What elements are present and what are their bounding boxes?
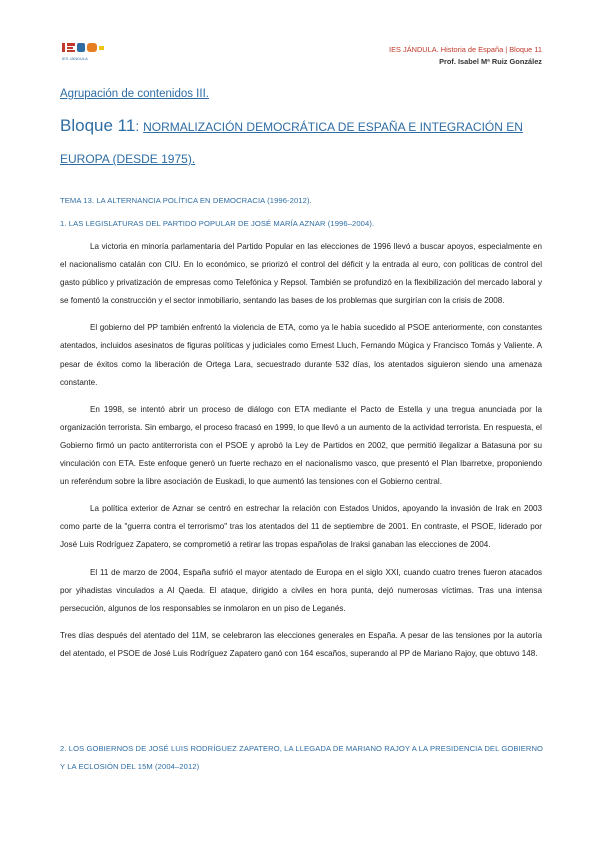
block-title bbox=[60, 110, 545, 175]
section-1-heading: 1. LAS LEGISLATURAS DEL PARTIDO POPULAR DE JOSÉ MARÍA AZNAR (1996–2004). bbox=[60, 219, 375, 228]
paragraph: Tres días después del atentado del 11M, se celebraron las elecciones generales en España. A pesar de las tensiones por la autoría del atentado, el PSOE de José Luis Rodríguez Zapatero ganó con 164 escaños, superando al PP de Mariano Rajoy, que obtuvo 148. bbox=[60, 630, 542, 658]
content-group-heading: Agrupación de contenidos III. bbox=[60, 88, 209, 100]
paragraph: El gobierno del PP también enfrentó la violencia de ETA, como ya le había sucedido al PSOE anteriormente, con constantes atentados, incluidos asesinatos de figuras políticas y judiciales como Ernest Lluch, Fernando Múgica y Francisco Tomás y Valiente. A pesar de éxitos como la liberación de Ortega Lara, secuestrado durante 532 días, los atentados siguieron siendo una amenaza constante. bbox=[60, 323, 542, 387]
school-logo bbox=[60, 40, 108, 64]
block-label: Bloque 11 bbox=[60, 116, 136, 135]
header-school-line: IES JÁNDULA. Historia de España | Bloque 11 bbox=[389, 45, 542, 54]
paragraph: El 11 de marzo de 2004, España sufrió el mayor atentado de Europa en el siglo XXI, cuando cuatro trenes fueron atacados por yihadistas vinculados a Al Qaeda. El ataque, dirigido a civiles en hora punta, dejó numerosas víctimas. Tras una intensa persecución, algunos de los responsables se inmolaron en un piso de Leganés. bbox=[60, 567, 542, 613]
header-author-line: Prof. Isabel Mª Ruiz González bbox=[439, 57, 542, 66]
topic-heading: TEMA 13. LA ALTERNANCIA POLÍTICA EN DEMOCRACIA (1996-2012). bbox=[60, 196, 312, 205]
paragraph: En 1998, se intentó abrir un proceso de diálogo con ETA mediante el Pacto de Estella y una tregua anunciada por la organización terrorista. Sin embargo, el proceso fracasó en 1999, lo que llevó a un aumento de la actividad terrorista. En respuesta, el Gobierno firmó un pacto antiterrorista con el PSOE y aprobó la Ley de Partidos en 2002, que permitió ilegalizar a Batasuna por su vinculación con ETA. Este enfoque generó un fuerte rechazo en el nacionalismo vasco, que presentó el Plan Ibarretxe, proponiendo un referéndum sobre la libre asociación de Euskadi, lo que aumentó las tensiones con el Gobierno central. bbox=[60, 404, 542, 487]
paragraph: La política exterior de Aznar se centró en estrechar la relación con Estados Unidos, apoyando la invasión de Irak en 2003 como parte de la "guerra contra el terrorismo" tras los atentados del 11 de septiembre de 2001. En contraste, el PSOE, liderado por José Luis Rodríguez Zapatero, se comprometió a retirar las tropas españolas de Iraksi ganaban las elecciones de 2004. bbox=[60, 504, 542, 550]
page-header bbox=[389, 44, 542, 68]
body-text bbox=[60, 238, 542, 672]
section-2-heading: 2. LOS GOBIERNOS DE JOSÉ LUIS RODRÍGUEZ ZAPATERO, LA LLEGADA DE MARIANO RAJOY A LA PRESIDENCIA DEL GOBIERNO Y LA ECLOSIÓN DEL 15M (2004–2012) bbox=[60, 744, 544, 771]
paragraph: La victoria en minoría parlamentaria del Partido Popular en las elecciones de 1996 llevó a buscar apoyos, especialmente en el nacionalismo catalán con CIU. En lo económico, se priorizó el control del déficit y la entrada al euro, con políticas de control del gasto público y privatización de empresas como Telefónica y Repsol. También se profundizó en la flexibilización del mercado laboral y se fomentó la construcción y el sector inmobiliario, sentando las bases de los problemas que surgirían con la crisis de 2008. bbox=[60, 242, 542, 306]
block-subtitle: NORMALIZACIÓN DEMOCRÁTICA DE ESPAÑA E INTEGRACIÓN EN EUROPA (DESDE 1975). bbox=[60, 120, 523, 166]
logo-text: IES JÁNDULA bbox=[62, 56, 88, 61]
block-colon: : bbox=[135, 118, 144, 134]
